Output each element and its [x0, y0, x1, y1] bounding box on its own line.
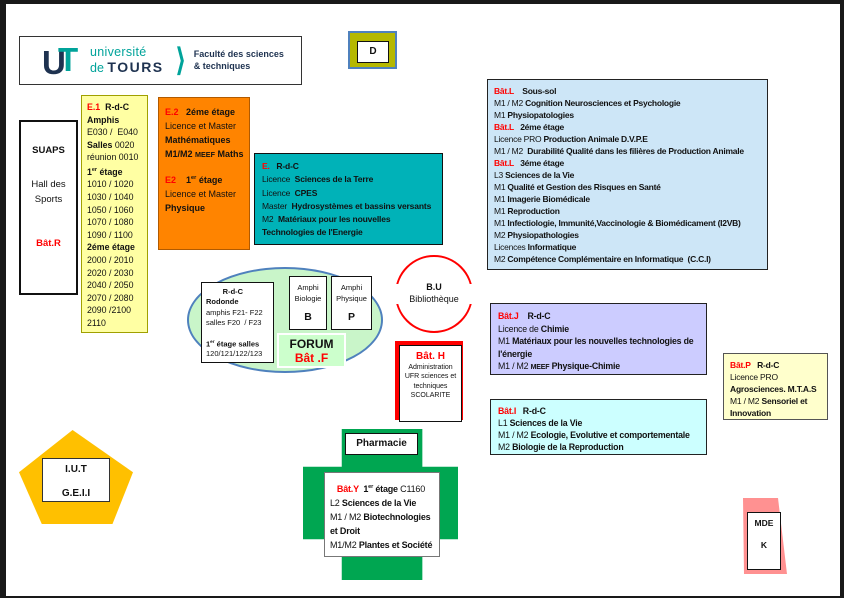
text-line: L2 Sciences de la Vie: [330, 498, 417, 508]
text-line: L3 Sciences de la Vie: [494, 170, 575, 180]
text-line: FORUM: [289, 337, 334, 351]
text-line: Physique: [165, 203, 206, 214]
text-line: M1/M2 MEEF Maths: [165, 149, 244, 159]
iut-label: [42, 458, 110, 502]
text-line: E.1 R-d-C: [87, 102, 130, 112]
text-line: [206, 329, 273, 337]
text-line: Licence et Master: [165, 121, 237, 131]
text-line: M1 Qualité et Gestion des Risques en Santé: [494, 182, 661, 192]
building-e1: [81, 95, 148, 333]
text-line: Bât. H: [416, 351, 445, 362]
text-line: salles F20 / F23: [206, 318, 262, 328]
building-suaps: [19, 120, 78, 295]
building-i: [490, 399, 707, 455]
text-line: B.U: [426, 282, 442, 292]
text-line: E030 / E040: [87, 127, 138, 138]
text-line: Sports: [34, 193, 63, 205]
text-line: Biologie: [294, 294, 322, 303]
text-line: I.U.T: [65, 464, 87, 475]
text-line: Bât.R: [36, 238, 61, 250]
text-line: M2 Matériaux pour les nouvelles: [262, 214, 391, 225]
text-line: [21, 207, 76, 217]
text-line: Bât.L 2éme étage: [494, 122, 564, 132]
text-line: MDE: [754, 518, 774, 528]
text-line: [21, 168, 76, 178]
text-line: 2000 / 2010: [87, 255, 134, 266]
text-line: M1 / M2 MEEF Physique-Chimie: [498, 361, 620, 371]
faculty-name: Faculté des sciences & techniques: [193, 49, 284, 71]
university-logo: [19, 36, 302, 85]
text-line: Licences Informatique: [494, 242, 577, 252]
text-line: M1 Physiopatologies: [494, 110, 574, 120]
text-line: Agrosciences. M.T.A.S: [730, 384, 817, 394]
building-j: [490, 303, 707, 375]
pharmacie-sign: Pharmacie: [345, 433, 418, 455]
text-line: SCOLARITE: [410, 392, 451, 400]
text-line: Physique: [336, 294, 367, 303]
text-line: [748, 530, 780, 539]
forum-label: [277, 333, 346, 368]
text-line: Licence de Chimie: [498, 323, 569, 334]
text-line: M1 / M2 Cognition Neurosciences et Psychologie: [494, 98, 681, 108]
text-line: M2 Biologie de la Reproduction: [498, 442, 624, 452]
text-line: [21, 217, 76, 227]
text-line: 1090 / 1100: [87, 229, 133, 240]
text-line: M1 / M2 Ecologie, Evolutive et comportementale: [498, 430, 690, 440]
text-line: Rodonde: [206, 297, 239, 307]
text-line: Licence PRO: [730, 372, 778, 382]
building-e2: [158, 97, 250, 250]
text-line: 1070 / 1080: [87, 217, 134, 228]
text-line: réunion 0010: [87, 152, 139, 163]
text-line: Bât.J R-d-C: [498, 311, 551, 321]
text-line: Technologies de l'Energie: [262, 227, 363, 238]
text-line: Amphi: [297, 283, 319, 292]
text-line: Administration: [408, 363, 453, 371]
text-line: K: [760, 539, 768, 550]
text-line: E.2 2éme étage: [165, 107, 236, 117]
rotonde-info: [201, 282, 274, 363]
amphi-biologie: [289, 276, 327, 330]
text-line: SUAPS: [32, 145, 65, 156]
text-line: 1er étage: [87, 166, 123, 177]
text-line: 2éme étage: [87, 242, 135, 253]
text-line: UFR sciences et: [404, 373, 457, 381]
text-line: R-d-C: [206, 287, 244, 296]
text-line: Bât.Y 1er étage C1160: [330, 484, 426, 494]
text-line: Hall des: [31, 179, 66, 191]
text-line: Amphi: [340, 283, 363, 292]
text-line: Bât.P R-d-C: [730, 360, 780, 370]
text-line: Licence Sciences de la Terre: [262, 174, 374, 185]
text-line: Mathématiques: [165, 135, 231, 145]
text-line: techniques: [413, 382, 448, 390]
text-line: l'énergie: [498, 348, 533, 359]
text-line: M1/M2 Plantes et Société: [330, 540, 433, 550]
text-line: 2070 / 2080: [87, 292, 134, 303]
text-line: [165, 162, 249, 171]
text-line: 2110: [87, 318, 106, 329]
text-line: M2 Compétence Complémentaire en Informatique (C.C.I): [494, 254, 711, 264]
text-line: 2040 / 2050: [87, 280, 134, 291]
text-line: M1 Infectiologie, Immunité,Vaccinologie & Biomédicament (I2VB): [494, 218, 741, 228]
text-line: Bât.L 3éme étage: [494, 158, 564, 168]
text-line: [21, 227, 76, 237]
text-line: 1030 / 1040: [87, 192, 134, 203]
text-line: M1 Imagerie Biomédicale: [494, 194, 590, 204]
text-line: amphis F21- F22: [206, 307, 263, 317]
text-line: M1 / M2 Durabilité Qualité dans les filières de Production Animale: [494, 146, 744, 156]
text-line: Licence CPES: [262, 187, 318, 198]
building-y-info: [324, 472, 440, 557]
text-line: [21, 159, 76, 169]
library-label: [397, 257, 471, 305]
text-line: Amphis: [87, 114, 120, 125]
circle-gap-left: [393, 284, 400, 304]
text-line: Salles 0020: [87, 139, 135, 150]
text-line: Master Hydrosystèmes et bassins versants: [262, 200, 432, 211]
mde-label: [747, 512, 781, 570]
text-line: G.E.I.I: [61, 487, 91, 499]
amphi-physique: [331, 276, 372, 330]
text-line: 1010 / 1020: [87, 179, 134, 190]
frame-left: [0, 0, 6, 598]
text-line: M1 / M2 Biotechnologies: [330, 512, 431, 522]
text-line: Bât.L Sous-sol: [494, 86, 557, 96]
building-p: [723, 353, 828, 420]
building-h: [399, 345, 462, 422]
text-line: E2 1er étage: [165, 175, 223, 186]
text-line: 1er étage salles: [206, 338, 260, 348]
text-line: 1050 / 1060: [87, 204, 134, 215]
text-line: B: [304, 310, 312, 323]
logo-monogram: U T: [42, 40, 79, 81]
circle-gap-right: [468, 284, 475, 304]
text-line: M2 Physiopathologies: [494, 230, 579, 240]
building-l: [487, 79, 768, 270]
logo-brand: université de TOURS: [90, 45, 164, 75]
text-line: M1 / M2 Sensoriel et: [730, 396, 808, 406]
text-line: P: [347, 310, 355, 323]
text-line: Licence et Master: [165, 189, 237, 200]
text-line: 2090 /2100: [87, 305, 132, 316]
text-line: et Droit: [330, 526, 360, 536]
building-e: [254, 153, 443, 245]
logo-brace-icon: ⟩: [175, 41, 186, 78]
text-line: L1 Sciences de la Vie: [498, 418, 583, 428]
text-line: [43, 476, 109, 487]
text-line: Bât .F: [294, 351, 329, 365]
frame-right: [840, 0, 844, 598]
text-line: Innovation: [730, 408, 771, 418]
text-line: Licence PRO Production Animale D.V.P.E: [494, 134, 648, 144]
text-line: Bât.I R-d-C: [498, 406, 546, 416]
library-circle: [395, 255, 473, 333]
building-d-marker: [348, 31, 397, 69]
d-marker-label: D: [357, 41, 389, 63]
text-line: 120/121/122/123: [206, 349, 263, 359]
text-line: M1 Reproduction: [494, 206, 560, 216]
text-line: 2020 / 2030: [87, 267, 134, 278]
text-line: Bibliothèque: [409, 294, 459, 304]
frame-top: [0, 0, 844, 4]
text-line: M1 Matériaux pour les nouvelles technologies de: [498, 336, 694, 346]
text-line: E. R-d-C: [262, 161, 299, 171]
